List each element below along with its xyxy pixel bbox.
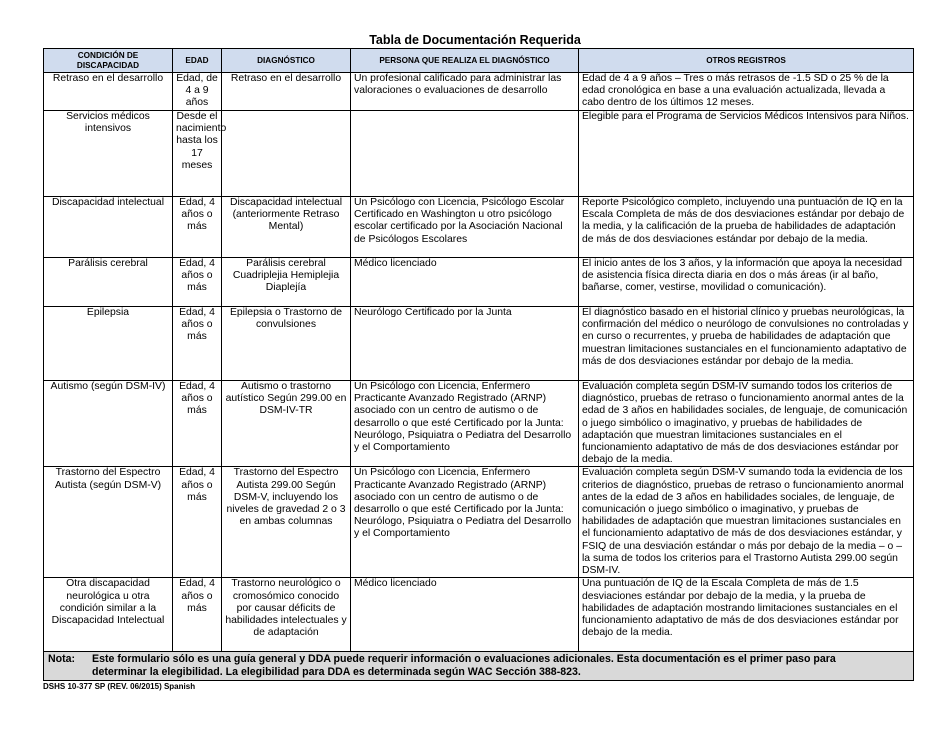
cell-diagnostico: Discapacidad intelectual (anteriormente Retraso Mental) <box>222 197 351 258</box>
cell-edad: Edad, 4 años o más <box>173 381 222 467</box>
table-row <box>44 73 914 111</box>
note-text: Este formulario sólo es una guía general y DDA puede requerir información o evaluaciones adicionales. Esta documentación es el primer paso para determinar la elegibilidad. La elegibilidad para DDA es determinada según WAC Sección 388-823. <box>92 653 836 678</box>
cell-persona: Médico licenciado <box>351 258 579 307</box>
cell-persona: Un profesional calificado para administrar las valoraciones o evaluaciones de desarrollo <box>351 73 579 111</box>
cell-otros: Una puntuación de IQ de la Escala Completa de más de 1.5 desviaciones estándar por debajo de la media, y la prueba de habilidades de adaptación mostrando limitaciones sustanciales en el funcionamiento adaptativo de más de dos desviaciones estándar por debajo de la media. <box>579 578 914 652</box>
table-row <box>44 381 914 467</box>
cell-edad: Edad, 4 años o más <box>173 578 222 652</box>
document-title: Tabla de Documentación Requerida <box>369 33 581 47</box>
table-row <box>44 307 914 381</box>
cell-diagnostico: Parálisis cerebral Cuadriplejia Hemiplejia Diaplejía <box>222 258 351 307</box>
table-row <box>44 578 914 652</box>
table-row <box>44 258 914 307</box>
cell-diagnostico: Trastorno del Espectro Autista 299.00 Según DSM-V, incluyendo los niveles de gravedad 2 o 3 en ambas columnas <box>222 467 351 578</box>
cell-persona: Un Psicólogo con Licencia, Psicólogo Escolar Certificado en Washington u otro psicólogo escolar certificado por la Asociación Nacional de Psicólogos Escolares <box>351 197 579 258</box>
cell-edad: Edad, de 4 a 9 años <box>173 73 222 111</box>
cell-persona: Médico licenciado <box>351 578 579 652</box>
cell-otros: Evaluación completa según DSM-V sumando toda la evidencia de los criterios de diagnóstico, pruebas de retraso o funcionamiento anormal antes de la edad de 3 años en habilidades sociales, de lenguaje, de comunicación o juego simbólico o imaginativo, y pruebas de habilidades de adaptación que muestran limitaciones sustanciales en el funcionamiento adaptativo de más de dos desviaciones estándar, y FSIQ de una desviación estándar o más por debajo de la media – o – la suma de todos los criterios para el Trastorno Autista 299.00 según DSM-IV. <box>579 467 914 578</box>
cell-persona <box>351 111 579 197</box>
cell-condicion: Servicios médicos intensivos <box>44 111 173 197</box>
cell-condicion: Epilepsia <box>44 307 173 381</box>
cell-otros: Reporte Psicológico completo, incluyendo una puntuación de IQ en la Escala Completa de más de dos desviaciones estándar por debajo de la media, y la calificación de la prueba de habilidades de adaptación de más de dos desviaciones estándar por debajo de la media. <box>579 197 914 258</box>
cell-persona: Neurólogo Certificado por la Junta <box>351 307 579 381</box>
cell-otros: El diagnóstico basado en el historial clínico y pruebas neurológicas, la confirmación del médico o neurólogo de convulsiones no controladas y en curso o recurrentes, y prueba de habilidades de adaptación que muestran limitaciones sustanciales en el funcionamiento adaptativo de más de dos desviaciones estándar por debajo de la media. <box>579 307 914 381</box>
cell-persona: Un Psicólogo con Licencia, Enfermero Practicante Avanzado Registrado (ARNP) asociado con un centro de autismo o de desarrollo o que esté Certificado por la Junta: Neurólogo, Psiquiatra o Pediatra del Desarrollo y el Comportamiento <box>351 467 579 578</box>
cell-otros: Edad de 4 a 9 años – Tres o más retrasos de -1.5 SD o 25 % de la edad cronológica en base a una evaluación actualizada, llevada a cabo dentro de los últimos 12 meses. <box>579 73 914 111</box>
header-condicion: CONDICIÓN DE DISCAPACIDAD <box>44 49 173 73</box>
cell-condicion: Otra discapacidad neurológica u otra condición similar a la Discapacidad Intelectual <box>44 578 173 652</box>
cell-edad: Desde el nacimiento hasta los 17 meses <box>173 111 222 197</box>
cell-edad: Edad, 4 años o más <box>173 467 222 578</box>
cell-condicion: Parálisis cerebral <box>44 258 173 307</box>
cell-diagnostico: Retraso en el desarrollo <box>222 73 351 111</box>
cell-edad: Edad, 4 años o más <box>173 307 222 381</box>
cell-condicion: Discapacidad intelectual <box>44 197 173 258</box>
cell-condicion: Autismo (según DSM-IV) <box>44 381 173 467</box>
cell-persona: Un Psicólogo con Licencia, Enfermero Practicante Avanzado Registrado (ARNP) asociado con un centro de autismo o de desarrollo o que esté Certificado por la Junta: Neurólogo, Psiquiatra o Pediatra del Desarrollo y el Comportamiento <box>351 381 579 467</box>
header-otros: OTROS REGISTROS <box>579 49 914 73</box>
table-row <box>44 467 914 578</box>
header-persona: PERSONA QUE REALIZA EL DIAGNÓSTICO <box>351 49 579 73</box>
cell-condicion: Retraso en el desarrollo <box>44 73 173 111</box>
cell-diagnostico: Epilepsia o Trastorno de convulsiones <box>222 307 351 381</box>
cell-otros: Elegible para el Programa de Servicios Médicos Intensivos para Niños. <box>579 111 914 197</box>
cell-otros: El inicio antes de los 3 años, y la información que apoya la necesidad de asistencia física directa diaria en dos o más áreas (ir al baño, bañarse, comer, vestirse, movilidad o comunicación). <box>579 258 914 307</box>
note-row <box>44 652 914 681</box>
header-edad: EDAD <box>173 49 222 73</box>
header-diagnostico: DIAGNÓSTICO <box>222 49 351 73</box>
cell-edad: Edad, 4 años o más <box>173 197 222 258</box>
cell-condicion: Trastorno del Espectro Autista (según DSM-V) <box>44 467 173 578</box>
cell-diagnostico: Trastorno neurológico o cromosómico conocido por causar déficits de habilidades intelectuales y de adaptación <box>222 578 351 652</box>
cell-diagnostico: Autismo o trastorno autístico Según 299.00 en DSM-IV-TR <box>222 381 351 467</box>
cell-diagnostico <box>222 111 351 197</box>
cell-otros: Evaluación completa según DSM-IV sumando todos los criterios de diagnóstico, pruebas de retraso o funcionamiento anormal antes de la edad de 3 años en habilidades sociales, de lenguaje, de comunicación o juego simbólico o imaginativo, y pruebas de habilidades de adaptación que muestran limitaciones sustanciales en el funcionamiento adaptativo de más de dos desviaciones estándar por debajo de la media. <box>579 381 914 467</box>
note-cell <box>44 652 914 681</box>
table-row <box>44 197 914 258</box>
table-header-row <box>44 49 914 73</box>
cell-edad: Edad, 4 años o más <box>173 258 222 307</box>
documentation-table <box>43 48 914 681</box>
table-row <box>44 111 914 197</box>
form-footer: DSHS 10-377 SP (REV. 06/2015) Spanish <box>43 682 196 691</box>
note-label: Nota: <box>48 653 76 666</box>
